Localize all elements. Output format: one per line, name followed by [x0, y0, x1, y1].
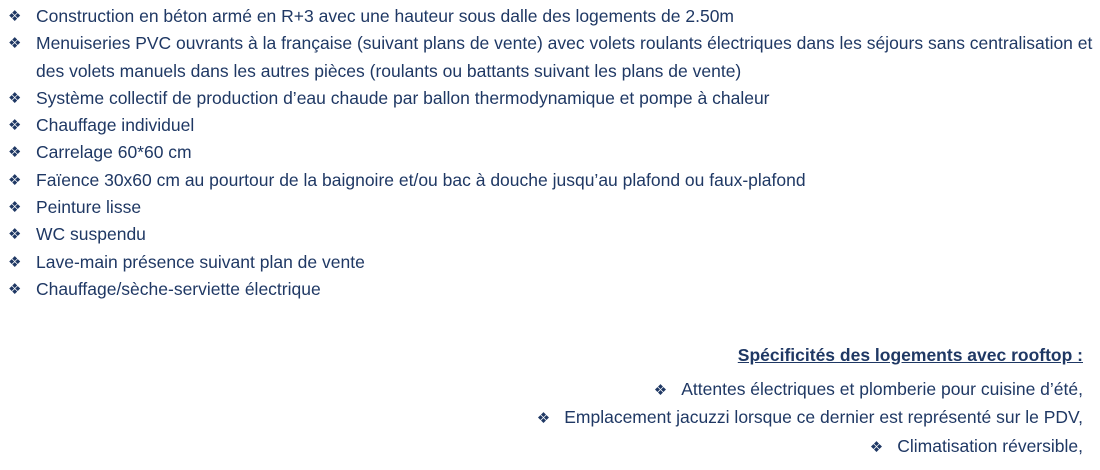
list-item — [537, 404, 1083, 432]
diamond-bullet-icon: ❖ — [8, 171, 22, 189]
list-item — [8, 139, 1093, 166]
list-item — [8, 194, 1093, 221]
list-item — [8, 167, 1093, 194]
list-item — [8, 85, 1093, 112]
list-item-text: Menuiseries PVC ouvrants à la française (suivant plans de vente) avec volets roulants électriques dans les séjours sans centralisation et des volets manuels dans les autres pièces (roulants ou battants suivant les plans de vente) — [36, 33, 1093, 81]
list-item-text: Système collectif de production d’eau chaude par ballon thermodynamique et pompe à chaleur — [36, 87, 770, 108]
list-item-text: Chauffage individuel — [36, 115, 195, 136]
list-item-text: WC suspendu — [36, 224, 146, 245]
list-item — [8, 221, 1093, 248]
diamond-bullet-icon: ❖ — [8, 8, 22, 25]
diamond-bullet-icon: ❖ — [8, 280, 22, 298]
list-item-text: Peinture lisse — [36, 197, 142, 218]
list-item — [8, 276, 1093, 303]
specifications-list — [8, 3, 1093, 303]
rooftop-section — [537, 342, 1083, 461]
rooftop-heading: Spécificités des logements avec rooftop : — [737, 345, 1083, 365]
diamond-bullet-icon: ❖ — [8, 253, 22, 271]
diamond-bullet-icon: ❖ — [536, 410, 551, 428]
list-item-text: Emplacement jacuzzi lorsque ce dernier est représenté sur le PDV, — [564, 407, 1083, 428]
list-item — [8, 249, 1093, 276]
diamond-bullet-icon: ❖ — [8, 226, 22, 244]
diamond-bullet-icon: ❖ — [8, 89, 22, 107]
list-item-text: Lave-main présence suivant plan de vente — [36, 251, 365, 272]
diamond-bullet-icon: ❖ — [653, 382, 668, 399]
diamond-bullet-icon: ❖ — [8, 35, 22, 53]
diamond-bullet-icon: ❖ — [8, 144, 22, 162]
list-item-text: Chauffage/sèche-serviette électrique — [36, 278, 321, 299]
list-item — [8, 30, 1093, 85]
list-item — [537, 376, 1083, 404]
diamond-bullet-icon: ❖ — [8, 199, 22, 217]
list-item-text: Carrelage 60*60 cm — [36, 142, 192, 163]
list-item-text: Climatisation réversible, — [897, 435, 1083, 456]
list-item — [537, 433, 1083, 461]
list-item — [8, 112, 1093, 139]
diamond-bullet-icon: ❖ — [869, 438, 884, 456]
rooftop-list — [537, 376, 1083, 461]
list-item-text: Faïence 30x60 cm au pourtour de la baignoire et/ou bac à douche jusqu’au plafond ou faux-plafond — [36, 169, 806, 190]
diamond-bullet-icon: ❖ — [8, 117, 22, 135]
list-item-text: Attentes électriques et plomberie pour cuisine d’été, — [681, 379, 1083, 399]
list-item-text: Construction en béton armé en R+3 avec une hauteur sous dalle des logements de 2.50m — [36, 6, 735, 26]
list-item — [8, 3, 1093, 30]
